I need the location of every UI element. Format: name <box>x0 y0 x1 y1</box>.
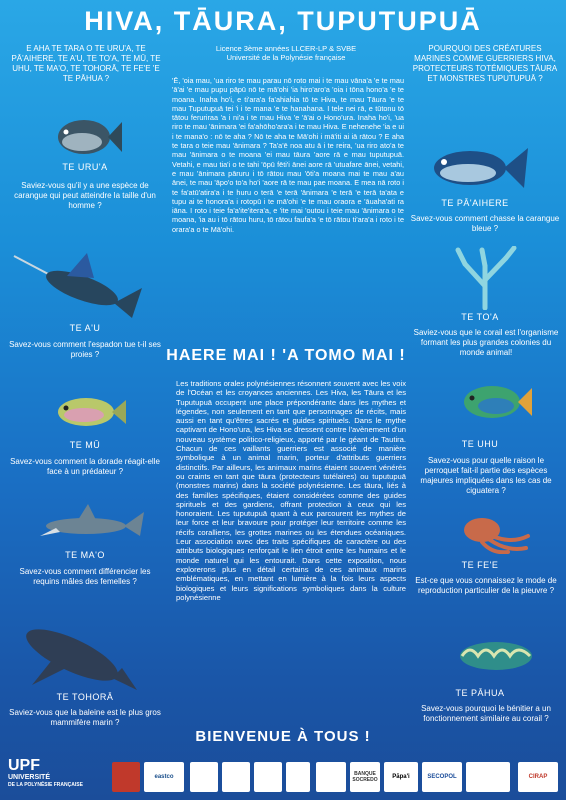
logo-small-4 <box>286 762 310 792</box>
shark-illustration <box>36 502 146 542</box>
logo-papa-i: Pāpa'i <box>384 762 418 792</box>
tahitian-paragraph: 'Ē, 'oia mau, 'ua riro te mau parau nō roto mai i te mau vāna'a 'e te mau 'ā'ai 'e mau pupu pāpū nō te mā'ohi 'ia hiro'aro'a 'oia i tōna hono'a 'e te moana. Inaha ho'i, e ti'ara'a fa'ahiahia tō te Hiva, te mau Tāura 'e te mau Tuputupuā tei 'i i te mana 'e te hanahana. I tele nei rā, e tūtonu tō tātou feruriraa 'a i ni'a i te mau Hiva 'e 'ā'ai o Hono'ura. Inaha ho'i, 'ua riro te mau 'ānimara 'ei fa'ahōho'ara'a i te mau Hiva. E nehenehe 'ia e ui i te mana'o : nō te aha ? Nō te aha te Mā'ohi i mā'iti ai iā rātou ? E aha te tara o teie mau 'ānimara ? Ta'a'ē noa atu ā i te reira, 'ua riro ato'a te mau 'ānimara o te moana 'ei mau tāura 'aore rā e mau tuputupuā. Vetahi, e mau tia'i o te tahi 'ōpū fēti'i ānei aore rā 'utuafare ānei, vetahi, e mau 'ānimara pāruru i tō rātou mau 'ōti'a moana mai te mau a'au ānei, te mau 'āpo'o to'a ho'i 'aore rā te mau pae moana. E mea nā roto i te fa'atū'atira'a i te huru o terā 'e terā 'ānimara 'e terā 'e terā ta'ata e tupu ai te honora'a i rotopū i te mā'ohi 'e te mau oraora e 'āuaha'ati ra iāna. I roto i teie fa'a'ite'itera'a, e 'ite mai 'outou i teie mau 'ānimara o te moana, 'ia au i tō rātou huru, tō rātou faufa'a 'e tō rātou ti'ara'a i roto i te orara'a o te Mā'ohi. <box>172 76 404 234</box>
animal-name-uhu: TE UHU <box>461 439 499 449</box>
upf-logo-line2: UNIVERSITÉ <box>8 774 51 781</box>
logo-small-1 <box>190 762 218 792</box>
uru-a-fish-illustration <box>52 112 122 162</box>
animal-name-tohora: TE TOHORĀ <box>56 692 114 702</box>
partner-logos-footer <box>0 752 566 800</box>
animal-question-uru-a: Saviez-vous qu'il y a une espèce de carangue qui peut atteindre la taille d'un homme ? <box>14 181 156 210</box>
animal-question-fe-e: Est-ce que vous connaissez le mode de reproduction particulier de la pieuvre ? <box>415 576 557 595</box>
animal-name-ma-o: TE MA'O <box>65 550 105 560</box>
logo-socredo: BANQUE SOCREDO <box>350 762 380 792</box>
upf-logo-line3: DE LA POLYNÉSIE FRANÇAISE <box>8 782 83 788</box>
animal-question-mu: Savez-vous comment la dorade réagit-elle face à un prédateur ? <box>10 457 160 476</box>
bream-fish-illustration <box>48 392 128 432</box>
logo-secopol: SECOPOL <box>422 762 462 792</box>
octopus-illustration <box>452 514 532 554</box>
animal-question-ma-o: Savez-vous comment différencier les requins mâles des femelles ? <box>19 567 151 586</box>
logo-eastco: eastco <box>144 762 184 792</box>
welcome-heading: HAERE MAI ! 'A TOMO MAI ! <box>166 347 406 364</box>
bienvenue-banner: BIENVENUE À TOUS ! <box>195 728 371 745</box>
upf-logo-acronym: UPF <box>8 757 40 774</box>
intro-right-question: POURQUOI DES CRÉATURES MARINES COMME GUERRIERS HIVA, PROTECTEURS TOTÉMIQUES TĀURA ET MONSTRES TUPUTUPUĀ ? <box>412 44 558 83</box>
giant-clam-illustration <box>456 634 536 678</box>
parrotfish-illustration <box>452 378 532 426</box>
logo-cirap: CIRAP <box>518 762 558 792</box>
animal-name-mu: TE MŪ <box>69 440 101 450</box>
course-line: Licence 3ème années LLCER-LP & SVBE <box>215 44 357 53</box>
animal-name-pahua: TE PĀHUA <box>455 688 505 698</box>
university-line: Université de la Polynésie française <box>226 53 346 62</box>
coral-illustration <box>450 246 520 310</box>
humpback-whale-illustration <box>12 620 142 690</box>
animal-question-to-a: Saviez-vous que le corail est l'organisme formant les plus grandes colonies du monde animal! <box>413 328 559 357</box>
swordfish-illustration <box>12 248 152 318</box>
logo-small-2 <box>222 762 250 792</box>
animal-question-tohora: Saviez-vous que la baleine est le plus gros mammifère marin ? <box>9 708 161 727</box>
animal-name-pa-aihere: TE PĀ'AIHERE <box>441 198 509 208</box>
animal-question-uhu: Savez-vous pour quelle raison le perroquet fait-il partie des espèces majeures impliquées dans les cas de ciguatera ? <box>420 456 552 495</box>
poster-title: HIVA, TĀURA, TUPUTUPUĀ <box>84 6 482 36</box>
animal-question-pahua: Savez-vous pourquoi le bénitier a un fonctionnement similaire au corail ? <box>421 704 551 723</box>
logo-etudiants <box>466 762 510 792</box>
animal-name-uru-a: TE URU'A <box>62 162 108 172</box>
course-header <box>166 44 406 62</box>
logo-small-5 <box>316 762 346 792</box>
animal-name-a-u: TE A'U <box>69 323 101 333</box>
french-paragraph: Les traditions orales polynésiennes résonnent souvent avec les voix de l'Océan et les croyances anciennes. Les Hiva, les Tāura et les Tuputupuā occupent une place prépondérante dans les mythes et légendes, non seulement en tant que personnages de récits, mais aussi en tant qu'êtres sacrés et guides spirituels. Dans le mythe captivant de Hono'ura, les Hiva se dressent contre l'avènement d'un nouveau système politico-religieux, apporté par le géant de Tautira. Chacun de ces vaillants guerriers est associé de manière symbolique à un animal marin, porteur d'attributs guerriers distinctifs. Par ailleurs, les animaux marins étaient souvent vénérés ou craints en tant que tāura (protecteurs tutélaires) ou tuputupuā (monstres marins) dans la société polynésienne. Les tāura, liés à des familles spécifiques, étaient considérées comme des guides spirituels et des gardiens, offrant protection à ceux qui les honoraient. Les tuputupuā quant à eux parcourent les mythes de leur force et leur bravoure pour protéger leur territoire comme les récifs coralliens, les grottes marines ou les étendues océaniques. Leur association avec des traits spécifiques de caractère ou des attributs biologiques renforçait le lien étroit entre les humains et le monde naturel qui les entourait. Dans cette exposition, nous explorerons plus en détail certains de ces animaux marins emblématiques, en mettant en lumière à la fois leurs aspects biologiques et leurs significations symboliques dans la culture polynésienne <box>176 379 406 602</box>
animal-question-pa-aihere: Savez-vous comment chasse la carangue bleue ? <box>410 214 560 233</box>
animal-name-fe-e: TE FE'E <box>461 560 499 570</box>
animal-name-to-a: TE TO'A <box>461 312 499 322</box>
intro-left-question: E AHA TE TARA O TE URU'A, TE PĀ'AIHERE, TE A'U, TE TO'A, TE MŪ, TE UHU, TE MA'O, TE TOHORĀ, TE FE'E 'E TE PĀHUA ? <box>11 44 161 83</box>
bluefin-trevally-illustration <box>420 140 530 194</box>
upf-logo <box>8 758 100 798</box>
animal-question-a-u: Savez-vous comment l'espadon tue t-il ses proies ? <box>9 340 161 359</box>
logo-red <box>112 762 140 792</box>
logo-small-3 <box>254 762 282 792</box>
